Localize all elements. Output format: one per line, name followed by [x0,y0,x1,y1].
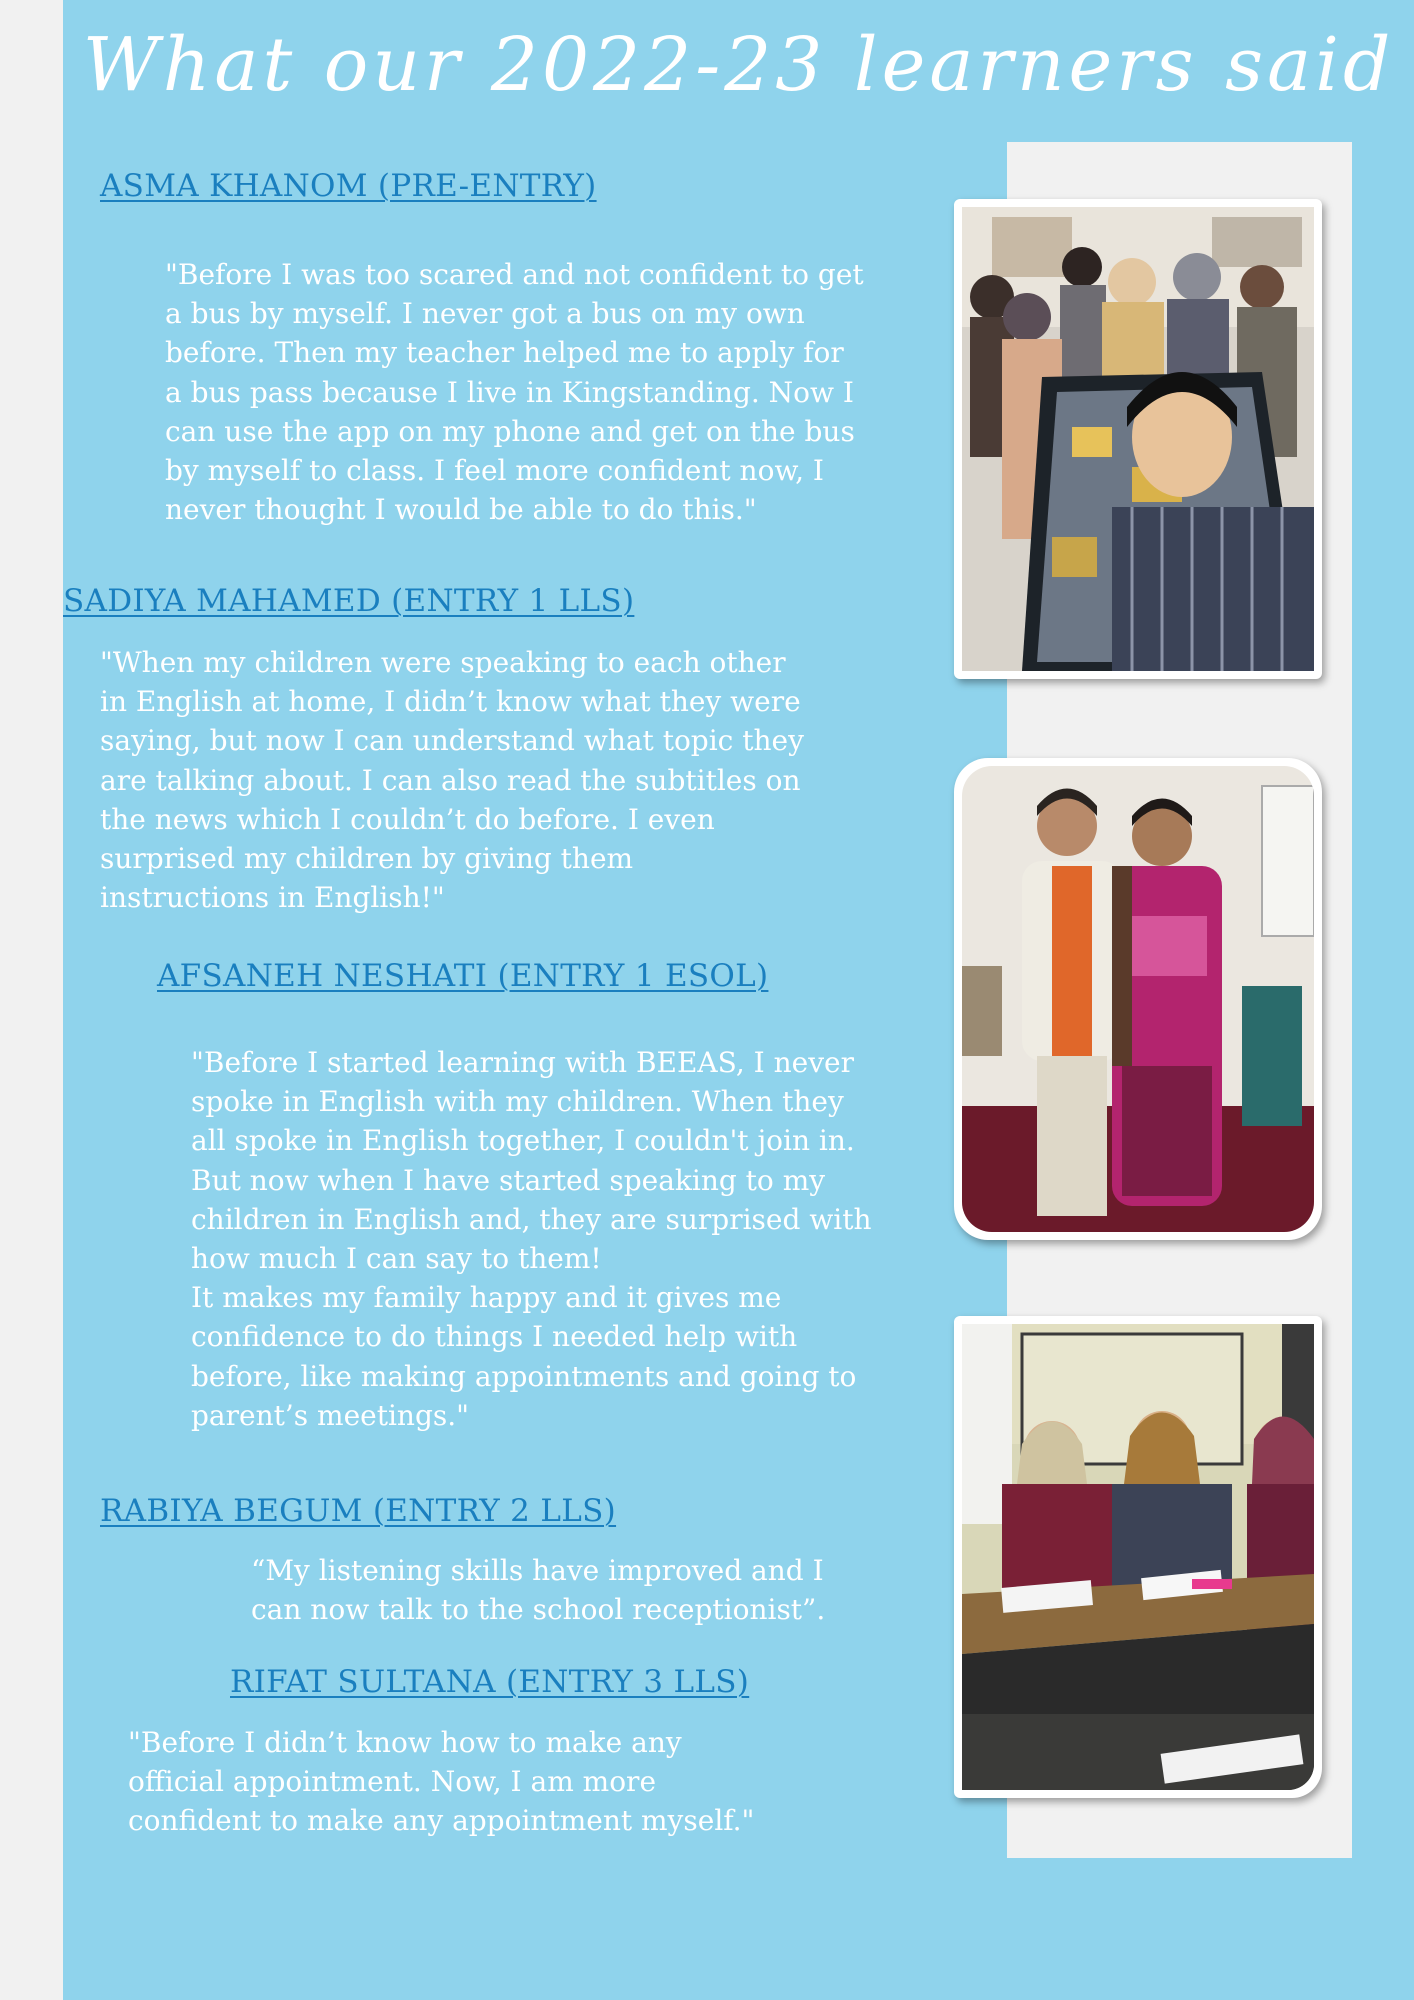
learner-name-3: AFSANEH NESHATI (ENTRY 1 ESOL) [157,958,769,994]
learner-name-1: ASMA KHANOM (PRE-ENTRY) [100,168,597,204]
two-women-photo [954,758,1322,1240]
classroom-photo-icon [962,1324,1314,1790]
learner-quote-5: "Before I didn’t know how to make any official appointment. Now, I am more confident to make any appointment myself." [128,1726,755,1838]
two-women-photo-icon [962,766,1314,1232]
learner-quote-1: "Before I was too scared and not confident to get a bus by myself. I never got a bus on my own before. Then my teacher helped me to apply for a bus pass because I live in Kingstanding. Now I can use the app on my phone and get on the bus by myself to class. I feel more confident now, I never thought I would be able to do this." [165,258,864,527]
group-photo [954,199,1322,679]
testimonial-page [63,0,1414,2000]
learner-name-2: SADIYA MAHAMED (ENTRY 1 LLS) [63,583,635,619]
learner-quote-2: "When my children were speaking to each other in English at home, I didn’t know what they were saying, but now I can understand what topic they are talking about. I can also read the subtitles on the news which I couldn’t do before. I even surprised my children by giving them instructions in English!" [100,646,804,915]
learner-quote-3: "Before I started learning with BEEAS, I never spoke in English with my children. When they all spoke in English together, I couldn't join in. But now when I have started speaking to my children in English and, they are surprised with how much I can say to them! It makes my family happy and it gives me confidence to do things I needed help with before, like making appointments and going to parent’s meetings." [191,1046,872,1432]
learner-quote-4: “My listening skills have improved and I can now talk to the school receptionist”. [251,1554,826,1627]
group-photo-icon [962,207,1314,671]
page-title: What our 2022-23 learners said [82,22,1395,108]
learner-name-5: RIFAT SULTANA (ENTRY 3 LLS) [230,1664,750,1700]
classroom-photo [954,1316,1322,1798]
learner-name-4: RABIYA BEGUM (ENTRY 2 LLS) [100,1493,617,1529]
